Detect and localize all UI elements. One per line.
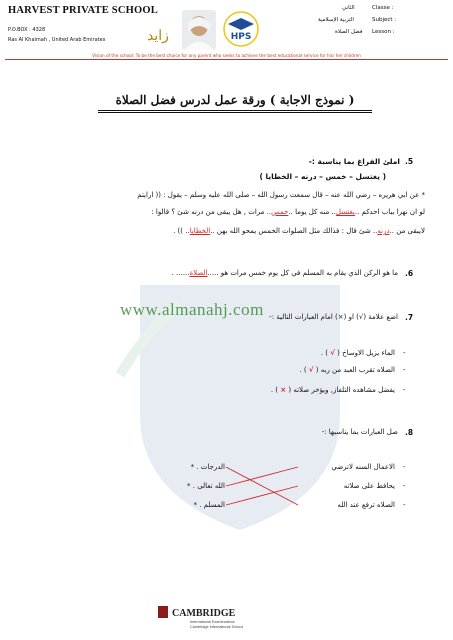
calligraphy-logo (140, 20, 176, 50)
q8-right-1: الاعمال السنه لاترضي (331, 463, 395, 471)
q7-item-3-mark: × (280, 386, 287, 394)
q5-answer-3: درنه (377, 227, 390, 235)
q8-number: .8 (405, 428, 414, 437)
q8-bullet-3: - (403, 501, 406, 509)
logo-text: زايد (147, 28, 169, 44)
title-underline (98, 110, 372, 111)
header-divider (5, 59, 448, 60)
cambridge-crest-icon (158, 606, 168, 618)
q8-left-2 (160, 482, 225, 490)
q6-number: .6 (405, 269, 414, 278)
q7-item-1-text: الماء يزيل الاوساخ ( (337, 349, 395, 357)
subject-label: Subject : (372, 17, 397, 23)
subject-value: التربية الإسلامية (318, 17, 354, 23)
q5-line-2 (40, 208, 425, 216)
q8-left-3-text: المسلم . (199, 501, 225, 509)
lesson-value: فضل الصلاة (335, 29, 363, 35)
q7-item-1 (250, 349, 395, 357)
q8-prompt: صل العبارات بما يناسبها :- (321, 428, 398, 436)
q8-left-3 (160, 501, 225, 509)
q7-item-3-text: يفضل مشاهده التلفاز, ويؤخر صلاته ( (288, 386, 395, 394)
q7-bullet-3: - (403, 386, 406, 394)
cambridge-text: CAMBRIDGE (172, 608, 236, 619)
q5-word-bank: ( يغتسل – خمس – درنه – الخطايا ) (259, 172, 386, 181)
lesson-label: Lesson : (372, 29, 395, 35)
q6-tail: ...... . (171, 269, 190, 277)
class-value: الثاني (342, 5, 355, 11)
q5-number: .5 (405, 157, 414, 166)
q5-line-1: * عن ابي هريره – رضي الله عنه – قال سمعت رسول الله – صلى الله عليه وسلم – يقول : (( ارايتم (137, 191, 425, 199)
q7-item-1-close: ) . (320, 349, 328, 357)
q7-number: .7 (405, 313, 414, 322)
school-name: HARVEST PRIVATE SCHOOL (8, 5, 158, 16)
q6-text: ما هو الركن الذي يقام به المسلم في كل يوم خمس مرات هو ..... (207, 269, 398, 277)
q5-answer-1: يغتسل (335, 208, 355, 216)
school-address: Ras Al Khaimah , United Arab Emirates (8, 37, 106, 43)
q7-item-1-mark: √ (330, 349, 335, 357)
school-vision: Vision of the school: To be the best choice for any parent who seeks to achieve the best educational service for his/ her children (92, 53, 361, 58)
q7-item-3 (200, 386, 395, 394)
q5-line-2-b: .. منه كل يوما .. (288, 208, 336, 216)
q7-item-2 (220, 366, 395, 374)
cambridge-logo (150, 602, 310, 632)
q5-answer-2: خمس (271, 208, 289, 216)
q7-prompt: اضع علامة (√) او (×) امام العبارات التالية :- (269, 313, 398, 321)
q8-left-2-text: الله تعالى . (192, 482, 225, 490)
q8-bullet-1: - (403, 463, 406, 471)
class-label: Classe : (372, 5, 394, 11)
title-underline-second (98, 112, 372, 113)
hps-logo (222, 10, 260, 48)
q7-item-3-close: ) . (270, 386, 279, 394)
q5-prompt: املئ الفراغ بما يناسبة :- (308, 157, 400, 166)
q7-item-2-text: الصلاه تقرب العبد من ربه ( (315, 366, 395, 374)
q6-answer: الصلاة (189, 269, 208, 277)
q5-line-3 (40, 227, 425, 235)
q5-line-3-b: .. شئ قال : فذالك مثل الصلوات الخمس يمحو الله بهن .. (210, 227, 378, 235)
q7-item-2-mark: √ (308, 366, 314, 374)
q8-left-3-star: * (193, 501, 197, 509)
q8-left-1 (160, 463, 225, 471)
cambridge-sub2: Cambridge International School (190, 625, 244, 629)
site-watermark: www.almanahj.com (120, 300, 264, 319)
q7-item-2-close: ) . (299, 366, 307, 374)
q7-bullet-1: - (403, 349, 406, 357)
q5-line-3-a: لايبقى من .. (389, 227, 425, 235)
q5-line-3-c: .. )) . (173, 227, 190, 235)
q7-bullet-2: - (403, 366, 406, 374)
q5-line-2-a: لو ان نهرا بباب احدكم .. (354, 208, 425, 216)
q8-right-2: يحافظ على صلاته (343, 482, 395, 490)
q5-answer-4: الخطايا (189, 227, 211, 235)
q5-line-2-c: .. مرات , هل يبقى من درنه شئ ؟ قالوا : (151, 208, 272, 216)
q8-bullet-2: - (403, 482, 406, 490)
school-pobox: P.O.BOX : 4328 (8, 27, 46, 33)
worksheet-title: ( نموذج الاجابة ) ورقة عمل لدرس فضل الصلاة (115, 93, 355, 107)
ruler-portrait (182, 10, 216, 50)
q8-left-1-text: الدرجات . (196, 463, 225, 471)
q8-right-3: الصلاه ترفع عند الله (337, 501, 395, 509)
q6-text-line (100, 269, 398, 277)
hps-logo-text: HPS (230, 32, 252, 42)
cambridge-sub1: International Examinations (190, 620, 235, 624)
q8-left-2-star: * (187, 482, 191, 490)
q8-left-1-star: * (190, 463, 195, 471)
